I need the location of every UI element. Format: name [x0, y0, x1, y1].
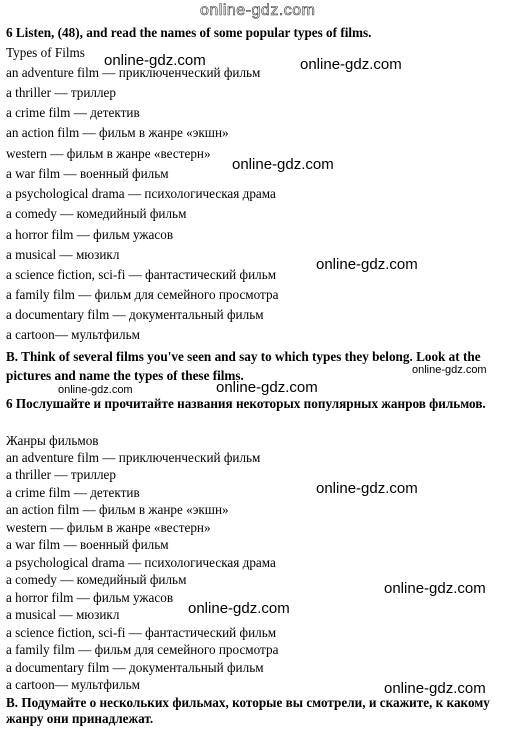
task-b-ru: В. Подумайте о нескольких фильмах, которые вы смотрели, и скажите, к какому жанру они принадлежат. — [6, 695, 490, 726]
list-item: an action film — фильм в жанре «экшн» — [6, 125, 229, 140]
list-item: a musical — мюзикл — [6, 247, 120, 262]
watermark: online-gdz.com — [412, 364, 487, 376]
watermark: online-gdz.com — [384, 580, 486, 597]
task-b-en: B. Think of several films you've seen and say to which types they belong. Look at the pictures and name the types of these films. — [6, 349, 481, 383]
list-item: a musical — мюзикл — [6, 607, 120, 622]
list-item: an action film — фильм в жанре «экшн» — [6, 502, 229, 517]
watermark: online-gdz.com — [188, 600, 290, 617]
watermark: online-gdz.com — [316, 480, 418, 497]
list-item: a comedy — комедийный фильм — [6, 206, 187, 221]
watermark: online-gdz.com — [200, 2, 316, 19]
list-item: a cartoon— мультфильм — [6, 327, 140, 342]
list-item: a war film — военный фильм — [6, 166, 169, 181]
watermark: online-gdz.com — [316, 256, 418, 273]
watermark: online-gdz.com — [384, 680, 486, 697]
list-item: western — фильм в жанре «вестерн» — [6, 520, 211, 535]
subheading-en: Types of Films — [6, 45, 85, 60]
watermark: online-gdz.com — [58, 384, 133, 396]
list-item: a science fiction, sci-fi — фантастический фильм — [6, 625, 277, 640]
list-item: a crime film — детектив — [6, 485, 140, 500]
exercise-heading-ru: 6 Послушайте и прочитайте названия некоторых популярных жанров фильмов. — [6, 396, 486, 411]
watermark: online-gdz.com — [300, 56, 402, 73]
list-item: a psychological drama — психологическая драма — [6, 555, 276, 570]
list-item: an adventure film — приключенческий фильм — [6, 450, 261, 465]
list-item: a thriller — триллер — [6, 85, 117, 100]
subheading-ru: Жанры фильмов — [6, 433, 99, 448]
list-item: a documentary film — документальный фильм — [6, 307, 264, 322]
list-item: a thriller — триллер — [6, 467, 117, 482]
list-item: a horror film — фильм ужасов — [6, 590, 174, 605]
list-item: a cartoon— мультфильм — [6, 677, 140, 692]
list-item: a comedy — комедийный фильм — [6, 572, 187, 587]
list-item: a war film — военный фильм — [6, 537, 169, 552]
list-item: a science fiction, sci-fi — фантастический фильм — [6, 267, 277, 282]
watermark: online-gdz.com — [104, 52, 206, 69]
watermark: online-gdz.com — [232, 156, 334, 173]
exercise-heading-en: 6 Listen, (48), and read the names of some popular types of films. — [6, 25, 372, 40]
list-item: a documentary film — документальный фильм — [6, 660, 264, 675]
list-item: a crime film — детектив — [6, 105, 140, 120]
list-item: an adventure film — приключенческий фильм — [6, 65, 261, 80]
watermark: online-gdz.com — [216, 379, 318, 396]
list-item: western — фильм в жанре «вестерн» — [6, 146, 211, 161]
list-item: a horror film — фильм ужасов — [6, 227, 174, 242]
list-item: a family film — фильм для семейного просмотра — [6, 642, 279, 657]
list-item: a psychological drama — психологическая драма — [6, 186, 276, 201]
list-item: a family film — фильм для семейного просмотра — [6, 287, 279, 302]
